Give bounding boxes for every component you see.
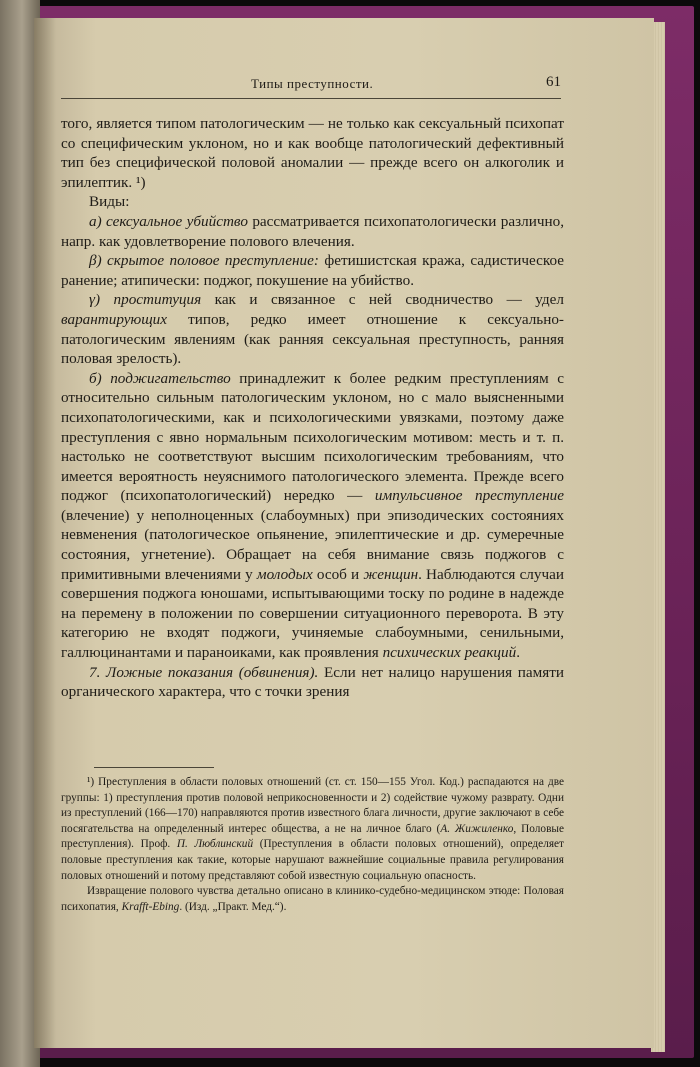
paragraph-text: Если нет налицо нарушения памяти органического характера, что с точки зрения — [61, 663, 564, 701]
term-false-testimony: 7. Ложные показания (обвинения). — [89, 663, 319, 681]
paragraph-types-heading: Виды: — [89, 193, 130, 211]
footnote-text: . (Изд. „Практ. Мед.“). — [179, 900, 287, 913]
paragraph-false-testimony — [61, 663, 564, 702]
term-arson: б) поджигательство — [89, 369, 231, 387]
paragraph-text: рассматривается психопатологически различно, напр. как удовлетворение полового влечения. — [61, 212, 564, 250]
paragraph-prostitution — [61, 290, 564, 368]
author-name: П. Люблинский — [176, 838, 254, 851]
author-name: А. Жижиленко — [440, 822, 514, 835]
term-young: молодых — [256, 565, 313, 583]
paragraph-sexual-murder — [61, 212, 564, 251]
footnote-text: , Половые преступления). Проф. — [61, 822, 565, 851]
term-impulsive-crime: импульсивное преступление — [374, 487, 564, 505]
body-text — [61, 114, 564, 702]
paragraph-text: особ и — [312, 565, 364, 583]
footnote-text: Извращение полового чувства детально описано в клинико-судебно-медицинском этюде: Половая психопатия, — [61, 885, 564, 913]
paragraph-text: как и связанное с ней сводничество — удел — [201, 291, 564, 309]
page-number: 61 — [546, 74, 561, 90]
running-head — [61, 72, 561, 99]
footnote-text: ¹) Преступления в области половых отношений (ст. ст. 150—155 Угол. Код.) распадаются на две группы: 1) преступления против половой неприкосновенности и 2) содействие чужому разврату. Одни из преступлений (166—170) направляются против известного блага личности, другие заключают в себе посягательства на определенный интерес общества, а не на личное благо ( — [61, 776, 564, 835]
paragraph-text: принадлежит к более редким преступлениям с относительно сильным патологическим уклоном, но с мало выясненными психопатологическими, как и психологическими увязками, поэтому даже преступления с явно нормальным психологическим мотивом: месть и т. п. настолько не соответствуют высшим психологическим требованиям, что имеется вероятность неуяснимого патологического элемента. Прежде всего поджог (психопатологический) нередко — — [61, 369, 564, 505]
term-women: женщин — [363, 565, 419, 583]
paragraph-text: . — [516, 644, 520, 662]
gutter-shadow — [34, 18, 56, 1048]
footnote-text: (Преступления в области половых отношений), определяет половые преступления как такие, которые нарушают важнейшие социальные правила регулирования половых отношений и потому представляют собой известную социальную опасность. — [61, 838, 564, 882]
term-prostitution: γ) проституция — [89, 291, 202, 309]
paragraph-text: . Наблюдаются случаи совершения поджога юношами, испытывающими тоску по родине в надежде на перемену в положении по совершении ситуационного переворота. В эту категорию не входят поджоги, учиняемые слабоумными, сенильными, галлюцинантами и параноиками, как проявления — [61, 565, 564, 662]
paragraph-text: типов, редко имеет отношение к сексуально-патологическим явлениям (как ранняя сексуальная преступность, ранняя половая зрелость). — [61, 310, 564, 368]
paragraph-continuation: того, является типом патологическим — не только как сексуальный психопат со специфическим уклоном, но и как вообще патологический дефективный тип без специфической половой аномалии — прежде всего он алкоголик и эпилептик. ¹) — [61, 115, 564, 191]
paragraph-arson — [61, 369, 564, 663]
term-psychic-reactions: психических реакций — [382, 644, 517, 662]
term-sexual-murder: а) сексуальное убийство — [89, 212, 248, 230]
paragraph-hidden-sexual-crime — [61, 251, 564, 290]
footnotes — [61, 775, 564, 915]
footnote-1 — [61, 775, 564, 884]
term-italic: варантирующих — [61, 310, 168, 328]
footnote-2 — [61, 884, 564, 915]
running-head-title: Типы преступности. — [251, 76, 374, 91]
term-hidden-sexual-crime: β) скрытое половое преступление: — [89, 252, 319, 270]
author-name: Krafft-Ebing — [121, 900, 180, 913]
book-page — [34, 18, 654, 1048]
paragraph-text: (влечение) у неполноценных (слабоумных) при эпизодических состояниях невменения (патологическое опьянение, эпилептические и др. сумеречные состояния, угнетение). Обращает на себя внимание связь поджогов с примитивными влечениями у — [61, 506, 564, 583]
paragraph-text: фетишистская кража, садистическое ранение; атипически: поджог, покушение на убийство. — [61, 252, 564, 289]
footnote-divider — [94, 767, 214, 768]
